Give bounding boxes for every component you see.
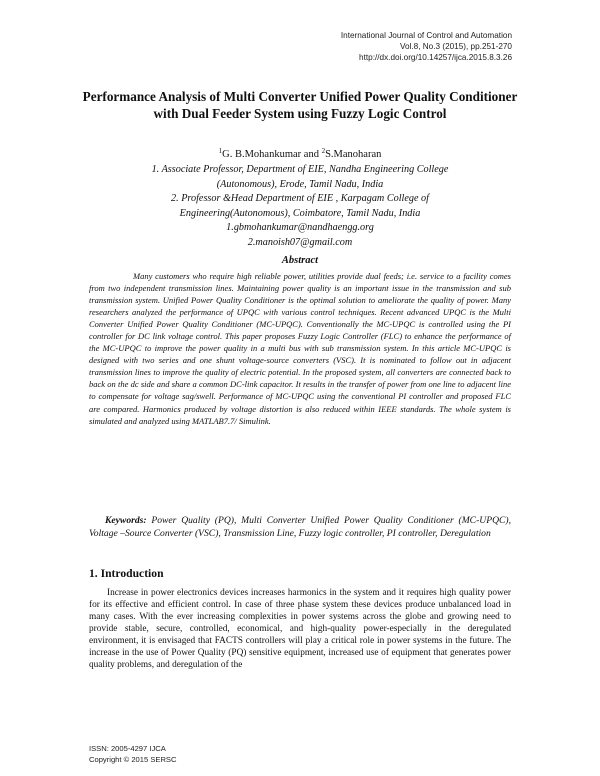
journal-doi[interactable]: http://dx.doi.org/10.14257/ijca.2015.8.3.26 xyxy=(359,53,512,62)
journal-name: International Journal of Control and Automation xyxy=(340,31,512,40)
affiliation-line: 2. Professor &Head Department of EIE , Karpagam College of xyxy=(171,193,429,205)
page-footer xyxy=(89,744,176,765)
author2-name: S.Manoharan xyxy=(325,149,382,160)
journal-volume: Vol.8, No.3 (2015), pp.251-270 xyxy=(400,42,512,51)
footer-issn: ISSN: 2005-4297 IJCA xyxy=(89,744,166,753)
keywords-text: Power Quality (PQ), Multi Converter Unified Power Quality Conditioner (MC-UPQC), Voltage –Source Converter (VSC), Transmission Line, Fuzzy logic controller, PI controller, Deregulation xyxy=(89,515,511,540)
affiliation-line: (Autonomous), Erode, Tamil Nadu, India xyxy=(216,178,384,190)
author1-affiliation-number: 1 xyxy=(218,147,223,155)
author2-affiliation-number: 2 xyxy=(321,147,326,155)
affiliation-line: Engineering(Autonomous), Coimbatore, Tamil Nadu, India xyxy=(179,207,421,219)
keywords xyxy=(89,514,511,540)
keywords-label: Keywords: xyxy=(105,515,147,526)
affiliation-line: 1. Associate Professor, Department of EIE, Nandha Engineering College xyxy=(151,164,449,175)
paper-title: Performance Analysis of Multi Converter Unified Power Quality Conditioner with Dual Feeder System using Fuzzy Logic Control xyxy=(82,89,518,121)
abstract-body: Many customers who require high reliable power, utilities provide dual feeds; i.e. service to a facility comes from two independent transmission lines. Maintaining power quality is an important issue in the transmission and sub transmission system. Unified Power Quality Conditioner is the optimal solution to ameliorate the quality of power. Many researchers analyzed the performance of UPQC with various control techniques. Recent advanced UPQC is the Multi Converter Unified Power Quality Conditioner (MC-UPQC). Conventionally the MC-UPQC is controlled using the PI controller for DC link voltage control. This paper proposes Fuzzy Logic Controller (FLC) to enhance the performance of the MC-UPQC to improve the power quality in a multi bus with sub transmission system. In this article MC-UPQC is designed with two series and one shunt voltage-source converters (VSC). It is nominated to follow out in adjacent transmission lines to improve the quality of electric potential. In the proposed system, all converters are connected back to back on the dc side and share a common DC-link capacitor. It results in the transfer of power from one line to adjacent line to compensate for voltage sag/swell. Performance of MC-UPQC using the conventional PI controller and proposed FLC are compared. Harmonics produced by voltage distortion is also reduced within IEEE standards. The whole system is simulated and analyzed using MATLAB7.7/ Simulink. xyxy=(89,271,511,426)
author1-email[interactable]: 1.gbmohankumar@nandhaengg.org xyxy=(226,222,374,234)
affiliations xyxy=(110,163,490,251)
journal-header xyxy=(341,30,512,63)
author1-name: G. B.Mohankumar and xyxy=(222,149,322,160)
section-heading-introduction: 1. Introduction xyxy=(89,567,164,580)
introduction-body: Increase in power electronics devices increases harmonics in the system and it requires high quality power for its effective and efficient control. In case of three phase system these devices produce unbalanced load in many cases. With the ever increasing complexities in power systems across the globe and growing need to provide stable, secure, controlled, economical, and high-quality power-especially in the deregulated environment, it is envisaged that FACTS controllers will play a critical role in power systems in the future. The increase in the use of Power Quality (PQ) sensitive equipment, increased use of equipment that generates power quality problems, and deregulation of the xyxy=(89,588,511,670)
footer-copyright: Copyright © 2015 SERSC xyxy=(89,754,177,764)
author-line xyxy=(80,144,520,162)
abstract-heading: Abstract xyxy=(281,255,319,266)
author2-email[interactable]: 2.manoish07@gmail.com xyxy=(247,236,353,248)
